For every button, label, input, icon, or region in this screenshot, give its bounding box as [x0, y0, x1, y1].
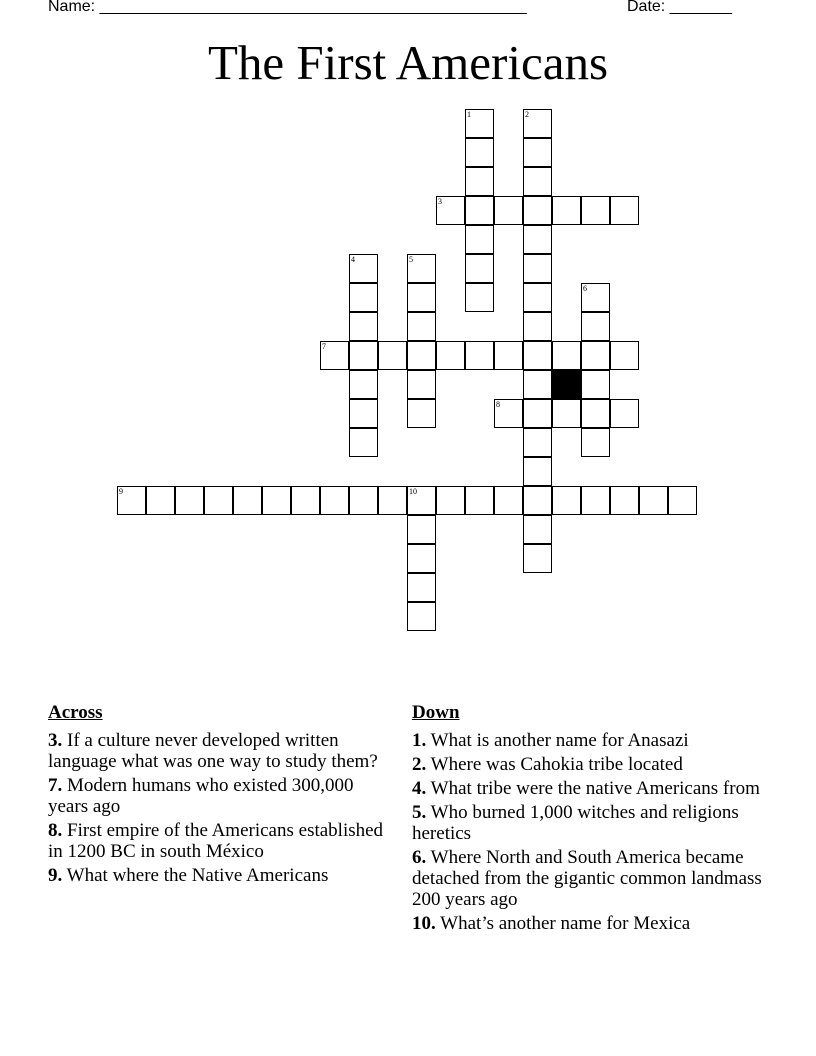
grid-cell[interactable]: [581, 486, 610, 515]
grid-cell[interactable]: [349, 428, 378, 457]
clue-down-6: [412, 847, 762, 910]
grid-cell[interactable]: [610, 486, 639, 515]
grid-cell[interactable]: [668, 486, 697, 515]
grid-cell[interactable]: [349, 283, 378, 312]
grid-cell[interactable]: [494, 196, 523, 225]
clue-text: What where the Native Americans: [66, 865, 329, 886]
grid-cell[interactable]: [523, 399, 552, 428]
name-field: Name: ________________________________________________: [48, 0, 527, 15]
grid-cell[interactable]: [465, 341, 494, 370]
grid-cell[interactable]: [407, 573, 436, 602]
grid-cell[interactable]: [523, 167, 552, 196]
grid-cell[interactable]: [581, 341, 610, 370]
clue-text: First empire of the Americans established in 1200 BC in south México: [48, 820, 384, 862]
grid-cell[interactable]: [465, 254, 494, 283]
clue-number: 2.: [412, 754, 427, 775]
down-heading: Down: [412, 702, 460, 723]
grid-cell[interactable]: [320, 486, 349, 515]
clue-down-4: [412, 778, 762, 799]
grid-cell[interactable]: [523, 196, 552, 225]
clue-text: What is another name for Anasazi: [430, 730, 689, 751]
grid-cell[interactable]: [552, 399, 581, 428]
grid-cell[interactable]: [407, 283, 436, 312]
grid-cell[interactable]: [610, 341, 639, 370]
clue-text: Modern humans who existed 300,000 years ago: [48, 775, 354, 817]
clue-number-label: 7: [322, 342, 326, 351]
clue-down-10: [412, 913, 762, 934]
grid-cell[interactable]: [523, 341, 552, 370]
grid-cell[interactable]: [233, 486, 262, 515]
grid-cell[interactable]: [262, 486, 291, 515]
grid-cell[interactable]: [639, 486, 668, 515]
grid-cell[interactable]: [581, 312, 610, 341]
clue-down-5: [412, 802, 762, 844]
grid-cell[interactable]: [523, 254, 552, 283]
grid-cell[interactable]: [523, 283, 552, 312]
grid-cell[interactable]: [349, 399, 378, 428]
grid-cell[interactable]: [175, 486, 204, 515]
clue-number-label: 9: [119, 487, 123, 496]
across-heading: Across: [48, 702, 103, 723]
clue-number: 10.: [412, 913, 436, 934]
grid-cell[interactable]: [581, 428, 610, 457]
grid-cell[interactable]: [349, 341, 378, 370]
grid-cell[interactable]: [465, 167, 494, 196]
grid-cell[interactable]: [523, 457, 552, 486]
grid-cell[interactable]: [552, 341, 581, 370]
grid-cell[interactable]: [378, 486, 407, 515]
grid-cell[interactable]: [494, 486, 523, 515]
grid-cell[interactable]: [581, 283, 610, 312]
clue-number-label: 5: [409, 255, 413, 264]
clue-across-8: [48, 820, 398, 862]
across-clues: [48, 702, 398, 889]
grid-cell[interactable]: [407, 254, 436, 283]
clue-text: What’s another name for Mexica: [440, 913, 691, 934]
grid-cell[interactable]: [465, 225, 494, 254]
blocked-cell: [552, 370, 581, 399]
grid-cell[interactable]: [610, 399, 639, 428]
grid-cell[interactable]: [581, 399, 610, 428]
page-title: The First Americans: [207, 35, 609, 90]
grid-cell[interactable]: [494, 399, 523, 428]
grid-cell[interactable]: [436, 486, 465, 515]
grid-cell[interactable]: [552, 486, 581, 515]
clue-down-1: [412, 730, 762, 751]
grid-cell[interactable]: [523, 486, 552, 515]
grid-cell[interactable]: [407, 399, 436, 428]
grid-cell[interactable]: [523, 312, 552, 341]
grid-cell[interactable]: [436, 341, 465, 370]
grid-cell[interactable]: [407, 544, 436, 573]
clue-number-label: 1: [467, 110, 471, 119]
grid-cell[interactable]: [523, 544, 552, 573]
grid-cell[interactable]: [523, 109, 552, 138]
clue-number: 9.: [48, 865, 63, 886]
date-field: Date: _______: [627, 0, 732, 15]
grid-cell[interactable]: [581, 196, 610, 225]
grid-cell[interactable]: [465, 109, 494, 138]
grid-cell[interactable]: [407, 370, 436, 399]
grid-cell[interactable]: [523, 370, 552, 399]
grid-cell[interactable]: [523, 428, 552, 457]
clue-number-label: 2: [525, 110, 529, 119]
grid-cell[interactable]: [465, 486, 494, 515]
grid-cell[interactable]: [146, 486, 175, 515]
clue-text: Where was Cahokia tribe located: [430, 754, 683, 775]
clue-number: 8.: [48, 820, 63, 841]
clue-text: Who burned 1,000 witches and religions heretics: [412, 802, 739, 844]
grid-cell[interactable]: [204, 486, 233, 515]
clue-across-7: [48, 775, 398, 817]
grid-cell[interactable]: [610, 196, 639, 225]
grid-cell[interactable]: [349, 254, 378, 283]
clue-across-3: [48, 730, 398, 772]
clue-number: 4.: [412, 778, 427, 799]
grid-cell[interactable]: [552, 196, 581, 225]
grid-cell[interactable]: [407, 486, 436, 515]
grid-cell[interactable]: [407, 515, 436, 544]
grid-cell[interactable]: [436, 196, 465, 225]
clue-number: 6.: [412, 847, 427, 868]
clue-number-label: 4: [351, 255, 355, 264]
clue-text: What tribe were the native Americans from: [430, 778, 760, 799]
grid-cell[interactable]: [349, 370, 378, 399]
grid-cell[interactable]: [523, 225, 552, 254]
clue-text: If a culture never developed written language what was one way to study them?: [48, 730, 378, 772]
grid-cell[interactable]: [407, 602, 436, 631]
grid-cell[interactable]: [465, 196, 494, 225]
grid-cell[interactable]: [349, 486, 378, 515]
clue-down-2: [412, 754, 762, 775]
clue-number-label: 3: [438, 197, 442, 206]
clue-number: 5.: [412, 802, 427, 823]
clue-across-9: [48, 865, 398, 886]
clue-number: 1.: [412, 730, 427, 751]
grid-cell[interactable]: [320, 341, 349, 370]
clue-number-label: 8: [496, 400, 500, 409]
clue-number-label: 6: [583, 284, 587, 293]
clue-number: 3.: [48, 730, 63, 751]
grid-cell[interactable]: [581, 370, 610, 399]
grid-cell[interactable]: [465, 138, 494, 167]
grid-cell[interactable]: [117, 486, 146, 515]
grid-cell[interactable]: [407, 312, 436, 341]
down-clues: [412, 702, 762, 937]
grid-cell[interactable]: [291, 486, 320, 515]
grid-cell[interactable]: [523, 515, 552, 544]
grid-cell[interactable]: [349, 312, 378, 341]
grid-cell[interactable]: [378, 341, 407, 370]
grid-cell[interactable]: [523, 138, 552, 167]
grid-cell[interactable]: [465, 283, 494, 312]
clue-text: Where North and South America became detached from the gigantic common landmass 200 years ago: [412, 847, 762, 910]
grid-cell[interactable]: [407, 341, 436, 370]
grid-cell[interactable]: [494, 341, 523, 370]
clue-number: 7.: [48, 775, 63, 796]
clue-number-label: 10: [409, 487, 417, 496]
